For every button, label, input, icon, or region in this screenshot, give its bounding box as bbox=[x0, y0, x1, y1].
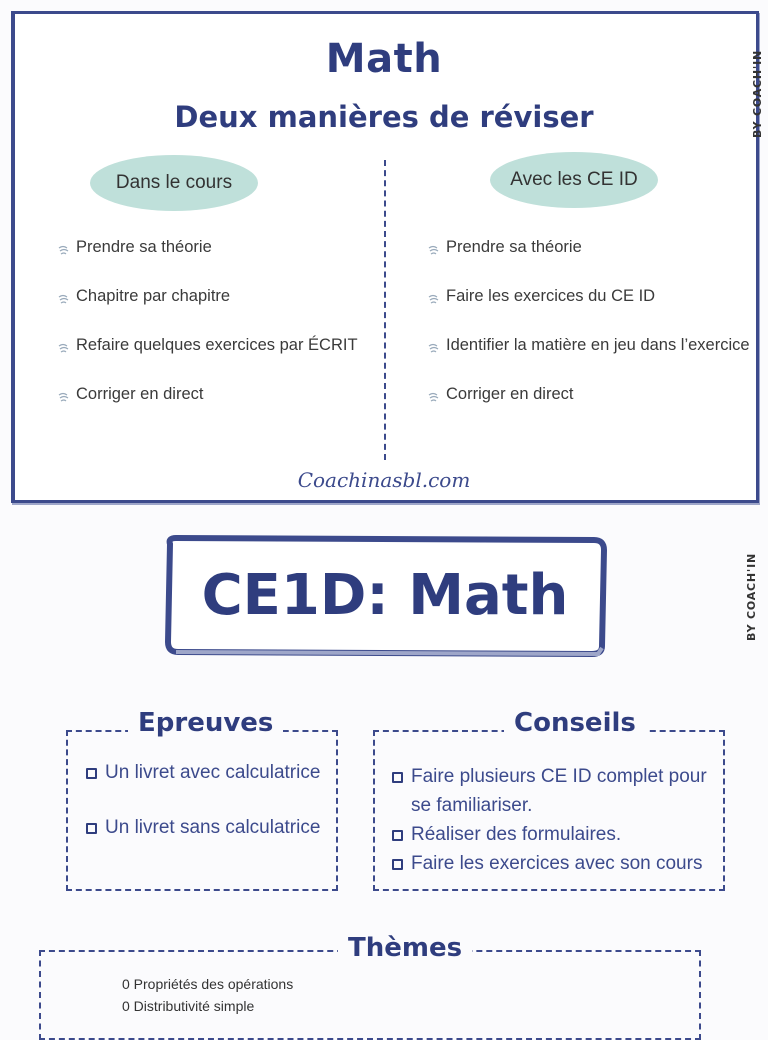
conseils-list bbox=[392, 762, 722, 878]
swirl-bullet-icon bbox=[58, 245, 69, 255]
swirl-bullet-icon bbox=[58, 392, 69, 402]
left-column-list bbox=[58, 238, 358, 434]
list-item-text: Identifier la matière en jeu dans l’exercice bbox=[446, 336, 750, 354]
list-item-text: Corriger en direct bbox=[446, 385, 574, 403]
list-item-text: Un livret sans calculatrice bbox=[105, 817, 321, 838]
list-item bbox=[392, 849, 722, 878]
checkbox-bullet-icon bbox=[392, 772, 403, 783]
list-item-text: Prendre sa théorie bbox=[446, 238, 582, 256]
swirl-bullet-icon bbox=[428, 294, 439, 304]
list-item-text: Faire les exercices avec son cours bbox=[411, 853, 703, 874]
left-column-pill: Dans le cours bbox=[90, 155, 258, 211]
list-item-text: Faire plusieurs CE ID complet pour se familiariser. bbox=[411, 766, 707, 816]
column-divider bbox=[384, 160, 386, 460]
card-subtitle: Deux manières de réviser bbox=[174, 100, 594, 134]
list-item bbox=[86, 817, 320, 839]
list-item bbox=[86, 762, 320, 784]
list-item-text: Un livret avec calculatrice bbox=[105, 762, 321, 783]
list-item-text: Corriger en direct bbox=[76, 385, 204, 403]
list-item-text: Faire les exercices du CE ID bbox=[446, 287, 656, 305]
list-item bbox=[392, 820, 722, 849]
swirl-bullet-icon bbox=[58, 294, 69, 304]
list-item bbox=[58, 336, 358, 385]
list-item-text: Chapitre par chapitre bbox=[76, 287, 231, 305]
conseils-title: Conseils bbox=[504, 708, 646, 738]
swirl-bullet-icon bbox=[58, 343, 69, 353]
list-item-text: Refaire quelques exercices par ÉCRIT bbox=[76, 336, 358, 354]
byline-top bbox=[730, 38, 768, 138]
epreuves-list bbox=[86, 762, 320, 872]
card-title: Math bbox=[325, 36, 443, 82]
list-item: 0 Distributivité simple bbox=[122, 998, 255, 1014]
list-item bbox=[428, 287, 750, 336]
list-item bbox=[428, 385, 750, 434]
footer-website: Coachinasbl.com bbox=[297, 468, 471, 492]
list-item bbox=[58, 287, 358, 336]
themes-list bbox=[122, 973, 293, 1017]
list-item bbox=[58, 238, 358, 287]
checkbox-bullet-icon bbox=[392, 830, 403, 841]
byline-bottom bbox=[724, 545, 768, 645]
right-column-list bbox=[428, 238, 750, 434]
banner-title: CE1D: Math bbox=[201, 563, 569, 628]
byline-text: BY COACH'IN bbox=[745, 553, 758, 641]
list-item-text: Prendre sa théorie bbox=[76, 238, 212, 256]
themes-title: Thèmes bbox=[338, 933, 472, 963]
byline-text: BY COACH'IN bbox=[751, 50, 764, 138]
checkbox-bullet-icon bbox=[86, 823, 97, 834]
list-item bbox=[392, 762, 722, 820]
epreuves-title: Epreuves bbox=[128, 708, 283, 738]
list-item bbox=[428, 238, 750, 287]
checkbox-bullet-icon bbox=[392, 859, 403, 870]
list-item bbox=[428, 336, 750, 385]
swirl-bullet-icon bbox=[428, 343, 439, 353]
right-column-pill: Avec les CE ID bbox=[490, 152, 658, 208]
swirl-bullet-icon bbox=[428, 392, 439, 402]
list-item-text: Réaliser des formulaires. bbox=[411, 824, 622, 845]
list-item: 0 Propriétés des opérations bbox=[122, 976, 294, 992]
swirl-bullet-icon bbox=[428, 245, 439, 255]
checkbox-bullet-icon bbox=[86, 768, 97, 779]
list-item bbox=[58, 385, 358, 434]
